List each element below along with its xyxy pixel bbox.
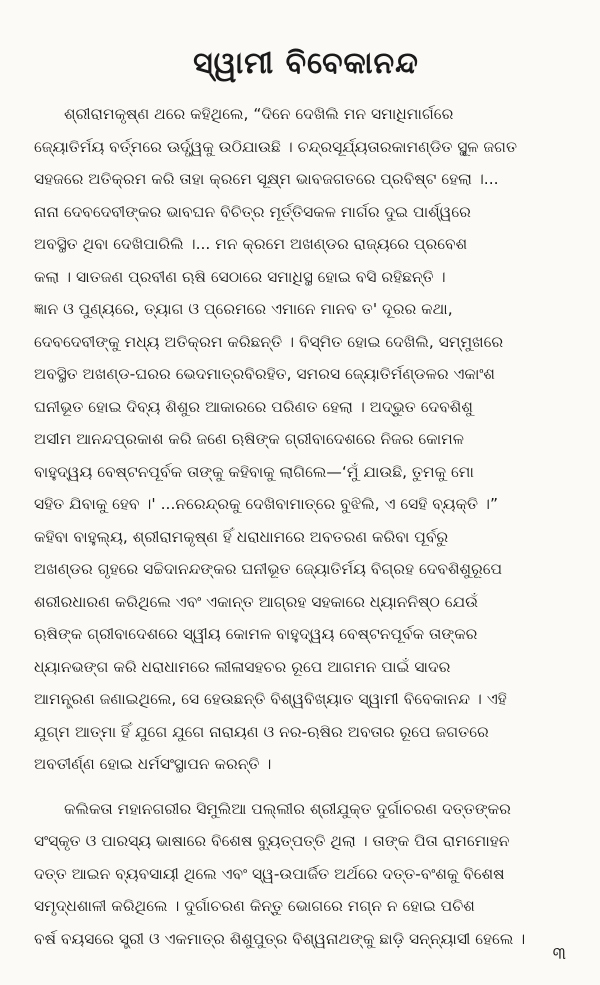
paragraph-2 bbox=[34, 793, 578, 956]
text-line: କଲା । ସାତଜଣ ପ୍ରବୀଣ ଋଷି ସେଠାରେ ସମାଧିସ୍ଥ ହୋଇ ବସି ରହିଛନ୍ତି । bbox=[34, 267, 446, 286]
text-line: ଦେବଦେବୀଙ୍କୁ ମଧ୍ୟ ଅତିକ୍ରମ କରିଛନ୍ତି । ବିସ୍ମିତ ହୋଇ ଦେଖିଲି, ସମ୍ମୁଖରେ bbox=[34, 332, 504, 351]
text-line: ସମୃଦ୍ଧଶାଳୀ କରିଥିଲେ । ଦୁର୍ଗାଚରଣ କିନ୍ତୁ ଭୋଗରେ ମଗ୍ନ ନ ହୋଇ ପଚିଶ bbox=[34, 897, 475, 915]
text-line: ଘନୀଭୂତ ହୋଇ ଦିବ୍ୟ ଶିଶୁର ଆକାରରେ ପରିଣତ ହେଲା । ଅଦ୍ଭୁତ ଦେବଶିଶୁ bbox=[34, 397, 473, 416]
text-line: ଅବସ୍ଥିତ ଅଖଣ୍ଡ-ଘରର ଭେଦମାତ୍ରବିରହିତ, ସମରସ ଜ୍ୟୋତିର୍ମଣ୍ଡଳର ଏକାଂଶ bbox=[34, 365, 495, 383]
paragraph-1 bbox=[34, 98, 578, 781]
text-line: ଶରୀରଧାରଣ କରିଥିଲେ ଏବଂ ଏକାନ୍ତ ଆଗ୍ରହ ସହକାରେ ଧ୍ୟାନନିଷ୍ଠ ଯେଉଁ bbox=[34, 592, 479, 611]
text-line: ଅଖଣ୍ଡର ଗୃହରେ ସଚ୍ଚିଦାନନ୍ଦଙ୍କର ଘନୀଭୂତ ଜ୍ୟୋତିର୍ମୟ ବିଗ୍ରହ ଦେବଶିଶୁରୂପେ bbox=[34, 560, 503, 578]
text-line: ଦତ୍ତ ଆଇନ ବ୍ୟବସାୟୀ ଥିଲେ ଏବଂ ସ୍ୱ-ଉପାର୍ଜିତ ଅର୍ଥରେ ଦତ୍ତ-ବଂଶକୁ ବିଶେଷ bbox=[34, 864, 505, 883]
text-line: ସଂସ୍କୃତ ଓ ପାରସ୍ୟ ଭାଷାରେ ବିଶେଷ ବ୍ୟୁତ୍ପତ୍ତି ଥିଲା । ତାଙ୍କ ପିତା ରାମମୋହନ bbox=[34, 832, 510, 850]
page-number: ୩ bbox=[552, 944, 566, 964]
text-line: ଜ୍ଞାନ ଓ ପୁଣ୍ୟରେ, ତ୍ୟାଗ ଓ ପ୍ରେମରେ ଏମାନେ ମାନବ ତ' ଦୂରର କଥା, bbox=[34, 300, 453, 318]
text-line: କହିବା ବାହୁଲ୍ୟ, ଶ୍ରୀରାମକୃଷ୍ଣ ହିଁ ଧରାଧାମରେ ଅବତରଣ କରିବା ପୂର୍ବରୁ bbox=[34, 527, 449, 546]
text-line: ଋଷିଙ୍କ ଗ୍ରୀବାଦେଶରେ ସ୍ୱୀୟ କୋମଳ ବାହୁଦ୍ୱୟ ବେଷ୍ଟନପୂର୍ବକ ତାଙ୍କର bbox=[34, 625, 478, 643]
text-line: ଜ୍ୟୋତିର୍ମୟ ବର୍ତ୍ମରେ ଊର୍ଦ୍ଧ୍ୱକୁ ଉଠିଯାଉଛି । ଚନ୍ଦ୍ରସୂର୍ଯ୍ୟତାରକାମଣ୍ଡିତ ସ୍ଥୂଳ ଜଗତ bbox=[34, 137, 518, 156]
text-line: ସହଜରେ ଅତିକ୍ରମ କରି ତାହା କ୍ରମେ ସୂକ୍ଷ୍ମ ଭାବଜଗତରେ ପ୍ରବିଷ୍ଟ ହେଲା ।... bbox=[34, 170, 499, 188]
text-line: ନାନା ଦେବଦେବୀଙ୍କର ଭାବଘନ ବିଚିତ୍ର ମୂର୍ତ୍ତିସକଳ ମାର୍ଗର ଦୁଇ ପାର୍ଶ୍ୱରେ bbox=[34, 202, 471, 221]
text-line: ବର୍ଷ ବୟସରେ ସ୍ତ୍ରୀ ଓ ଏକମାତ୍ର ଶିଶୁପୁତ୍ର ବିଶ୍ୱନାଥଙ୍କୁ ଛାଡ଼ି ସନ୍ନ୍ୟାସୀ ହେଲେ । bbox=[34, 929, 526, 948]
text-line: ଅସୀମ ଆନନ୍ଦପ୍ରକାଶ କରି ଜଣେ ଋଷିଙ୍କ ଗ୍ରୀବାଦେଶରେ ନିଜର କୋମଳ bbox=[34, 430, 464, 448]
text-line: ବାହୁଦ୍ୱୟ ବେଷ୍ଟନପୂର୍ବକ ତାଙ୍କୁ କହିବାକୁ ଲାଗିଲେ—‘ମୁଁ ଯାଉଛି, ତୁମକୁ ମୋ bbox=[34, 462, 474, 481]
text-line: ସହିତ ଯିବାକୁ ହେବ ।' ...ନରେନ୍ଦ୍ରକୁ ଦେଖିବାମାତ୍ରେ ବୁଝିଲି, ଏ ସେହି ବ୍ୟକ୍ତି ।” bbox=[34, 495, 499, 513]
text-line: କଲିକତା ମହାନଗରୀର ସିମୁଲିଆ ପଲ୍ଲୀର ଶ୍ରୀଯୁକ୍ତ ଦୁର୍ଗାଚରଣ ଦତ୍ତଙ୍କର bbox=[64, 799, 511, 818]
text-line: ଅବତୀର୍ଣ୍ଣ ହୋଇ ଧର୍ମସଂସ୍ଥାପନ କରନ୍ତି । bbox=[34, 755, 272, 773]
text-line: ଆମନ୍ତ୍ରଣ ଜଣାଇଥିଲେ, ସେ ହେଉଛନ୍ତି ବିଶ୍ୱବିଖ୍ୟାତ ସ୍ୱାମୀ ବିବେକାନନ୍ଦ । ଏହି bbox=[34, 690, 507, 708]
text-line: ଯୁଗ୍ମ ଆତ୍ମା ହିଁ ଯୁଗେ ଯୁଗେ ନାରାୟଣ ଓ ନର-ଋଷିର ଅବତାର ରୂପେ ଜଗତରେ bbox=[34, 722, 489, 741]
text-line: ଅବସ୍ଥିତ ଥିବା ଦେଖିପାରିଲି ।... ମନ କ୍ରମେ ଅଖଣ୍ଡର ରାଜ୍ୟରେ ପ୍ରବେଶ bbox=[34, 235, 468, 253]
text-line: ଧ୍ୟାନଭଙ୍ଗ କରି ଧରାଧାମରେ ଲୀଳାସହଚର ରୂପେ ଆଗମନ ପାଇଁ ସାଦର bbox=[34, 657, 451, 676]
text-line: ଶ୍ରୀରାମକୃଷ୍ଣ ଥରେ କହିଥିଲେ, “ଦିନେ ଦେଖିଲି ମନ ସମାଧିମାର୍ଗରେ bbox=[64, 105, 454, 123]
page-title: ସ୍ୱାମୀ ବିବେକାନନ୍ଦ bbox=[193, 46, 419, 81]
